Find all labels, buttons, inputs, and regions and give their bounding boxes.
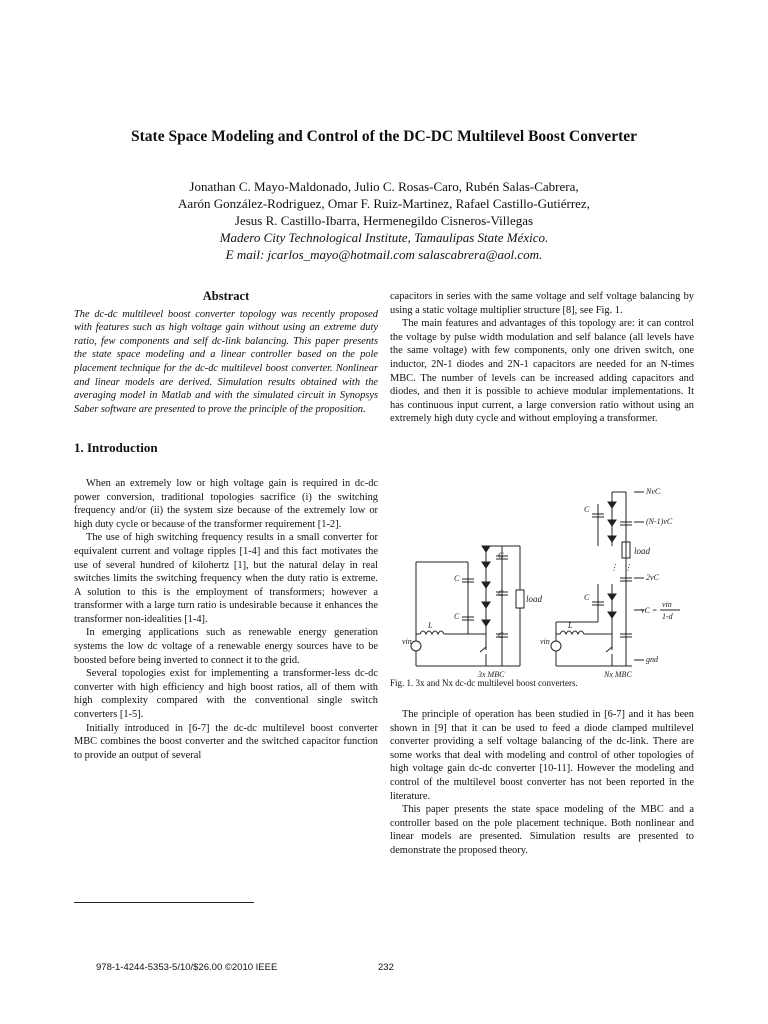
intro-paragraph: The use of high switching frequency results in a small converter for equivalent current and voltage ripples [1-4] and this fact motivates the use of several hundred of kilohertz [1], but the natural delay in real switches limits the switching frequency when the duty ratio is extreme. A solution to this is the employment of transformers; however a transformer with a large turn ratio is undesirable because it enhances the transformer non-idealities [1-4].: [74, 532, 378, 625]
label-cap: C: [498, 631, 504, 640]
intro-paragraph: When an extremely low or high voltage gain is required in dc-dc power conversion, traditional topologies sacrifice (i) the switching frequency and/or (ii) the system size because of the extremely low or high duty cycle or because of the transformer requirement [1-2].: [74, 477, 378, 530]
affiliation: Madero City Technological Institute, Tamaulipas State México.: [219, 230, 549, 245]
intro-paragraph: In emerging applications such as renewable energy generation systems the low dc voltage of a renewable energy sources have to be boosted before being inverted to connect it to the grid.: [74, 627, 378, 666]
caption-nx-mbc: Nx MBC: [604, 670, 632, 679]
left-column: [74, 290, 378, 762]
label-gnd: gnd: [646, 655, 658, 664]
label-n-vc: NvC: [646, 487, 661, 496]
label-vc-denominator: 1-d: [662, 612, 673, 621]
label-vc-eq: vC =: [641, 606, 658, 615]
right-column-lower: [390, 708, 694, 858]
abstract-heading: Abstract: [202, 289, 250, 303]
intro-paragraph: Several topologies exist for implementing a transformer-less dc-dc converter with high efficiency and high boost ratios, all of them with high complexity compared with the conventional single switch converters [1-5].: [74, 668, 378, 721]
footnote-rule: [74, 902, 254, 903]
label-source: vin: [540, 637, 550, 646]
label-cap: C: [498, 589, 504, 598]
body-paragraph: The main features and advantages of this topology are: it can control the voltage by pulse width modulation and self balance (all levels have the same voltage) with few components, only one driven switch, one inductor, 2N-1 diodes and 2N-1 capacitors are needed for an N-times MBC. The number of levels can be increased adding capacitors and diodes, and then it is possible to achieve modular implementations. It has continuous input current, a large conversion ratio without using an extremely high duty cycle and without employing a transformer.: [390, 318, 694, 425]
author-line-1: Jonathan C. Mayo-Maldonado, Julio C. Rosas-Caro, Rubén Salas-Cabrera,: [189, 179, 579, 194]
abstract-text: The dc-dc multilevel boost converter topology was recently proposed with features such as high voltage gain without using an extreme duty ratio, few components and self dc-link balancing. This paper presents the state space modeling and a linear controller based on the pole placement technique for the dc-dc multilevel boost converter. Nonlinear and linear models are derived. Simulation results obtained with the averaging model in Matlab and with the simulated circuit in Synopsys Saber software are presented to prove the principle of the proposition.: [74, 308, 378, 415]
label-cap: C: [584, 593, 590, 602]
section-heading-introduction: 1. Introduction: [74, 440, 158, 456]
paper-title: State Space Modeling and Control of the DC-DC Multilevel Boost Converter: [131, 128, 637, 145]
author-line-2: Aarón González-Rodriguez, Omar F. Ruiz-Martinez, Rafael Castillo-Gutiérrez,: [178, 196, 590, 211]
vertical-ellipsis: ⋮: [624, 563, 632, 572]
caption-3x-mbc: 3x MBC: [478, 670, 505, 679]
right-column: [390, 290, 694, 426]
mbc-3x-circuit: [411, 546, 524, 666]
page-number: 232: [378, 962, 394, 973]
label-load: load: [526, 594, 543, 604]
body-paragraph: The principle of operation has been studied in [6-7] and it has been shown in [9] that it can be used to feed a diode clamped multilevel converter providing a self voltage balancing of the dc-link. There are some works that deal with modeling and control of other topologies of high voltage gain dc-dc converter [10-11]. However the modeling and control of the multilevel boost converter has not been reported in the literature.: [390, 709, 694, 802]
label-n-minus-1-vc: (N-1)vC: [646, 517, 673, 526]
body-paragraph: capacitors in series with the same voltage and self voltage balancing by using a static voltage multiplier structure [8], see Fig. 1.: [390, 291, 694, 316]
label-cap: C: [454, 574, 460, 583]
intro-paragraph: Initially introduced in [6-7] the dc-dc multilevel boost converter MBC combines the boost converter and the switched capacitor function to provide an output of several: [74, 722, 378, 761]
email-line: E mail: jcarlos_mayo@hotmail.com salascabrera@aol.com.: [225, 247, 543, 262]
label-inductor: L: [568, 621, 573, 630]
body-paragraph: This paper presents the state space modeling of the MBC and a controller based on the pole placement technique. Both nonlinear and linear models are presented. Simulation results are presented to demonstrate the proposed theory.: [390, 804, 694, 856]
label-cap: C: [454, 612, 460, 621]
circuit-diagram: [398, 484, 682, 684]
mbc-nx-circuit: [551, 492, 644, 666]
author-block: [0, 178, 768, 263]
label-vc-numerator: vin: [662, 600, 672, 609]
label-2vc: 2vC: [646, 573, 659, 582]
label-load: load: [634, 546, 651, 556]
label-cap: C: [584, 505, 590, 514]
figure-caption: Fig. 1. 3x and Nx dc-dc multilevel boost converters.: [390, 678, 578, 688]
vertical-ellipsis: ⋮: [610, 563, 618, 572]
label-inductor: L: [428, 621, 433, 630]
label-source: vin: [402, 637, 412, 646]
circuit-figure: [398, 484, 682, 684]
isbn-footer: 978-1-4244-5353-5/10/$26.00 ©2010 IEEE: [96, 962, 278, 973]
author-line-3: Jesus R. Castillo-Ibarra, Hermenegildo Cisneros-Villegas: [234, 213, 534, 228]
label-cap: C: [498, 551, 504, 560]
